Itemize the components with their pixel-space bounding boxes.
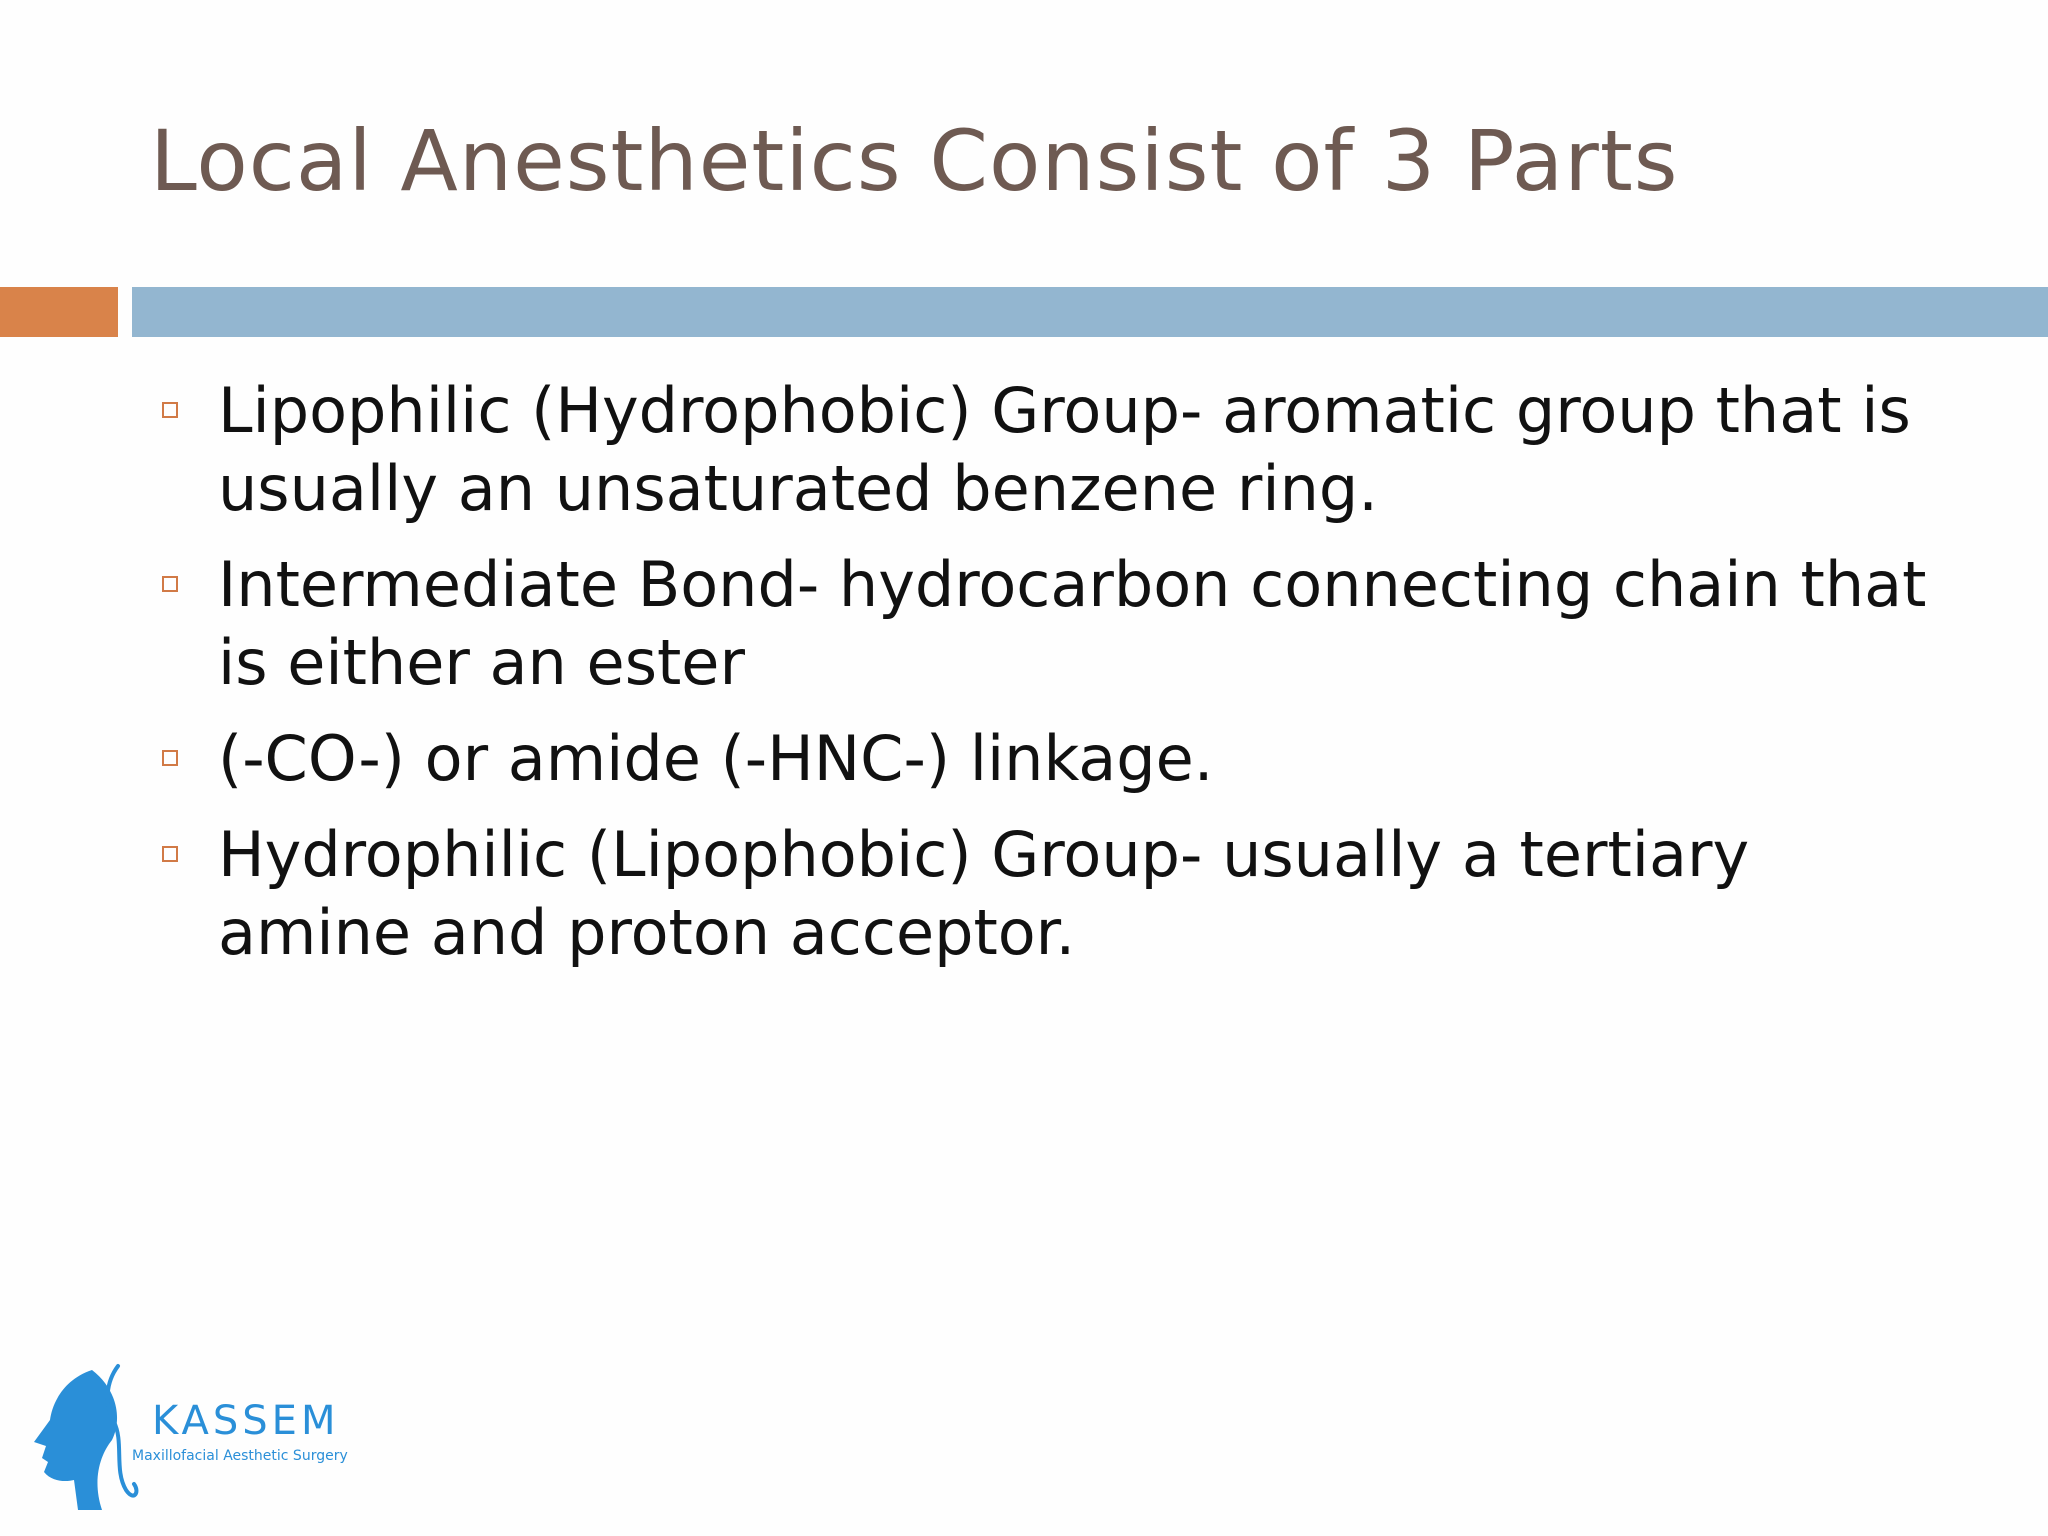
slide-title: Local Anesthetics Consist of 3 Parts (150, 112, 1679, 210)
hollow-square-icon (162, 846, 178, 862)
bullet-text: (-CO-) or amide (-HNC-) linkage. (218, 722, 1214, 795)
bullet-text: Hydrophilic (Lipophobic) Group- usually a tertiary amine and proton acceptor. (218, 818, 1750, 969)
bullet-text: Intermediate Bond- hydrocarbon connecting chain that is either an ester (218, 548, 1927, 699)
bullet-text: Lipophilic (Hydrophobic) Group- aromatic group that is usually an unsaturated benzene ring. (218, 374, 1911, 525)
logo-subtitle: Maxillofacial Aesthetic Surgery (132, 1448, 348, 1464)
bullet-item (158, 816, 1958, 972)
logo-name: KASSEM (152, 1398, 340, 1444)
bullet-list (158, 372, 1958, 990)
hollow-square-icon (162, 576, 178, 592)
bullet-item (158, 720, 1958, 798)
bullet-item (158, 546, 1958, 702)
title-accent-bar (0, 287, 118, 337)
kassem-logo (22, 1360, 362, 1520)
face-profile-icon (22, 1360, 142, 1520)
title-divider-bar (132, 287, 2048, 337)
hollow-square-icon (162, 402, 178, 418)
bullet-item (158, 372, 1958, 528)
hollow-square-icon (162, 750, 178, 766)
